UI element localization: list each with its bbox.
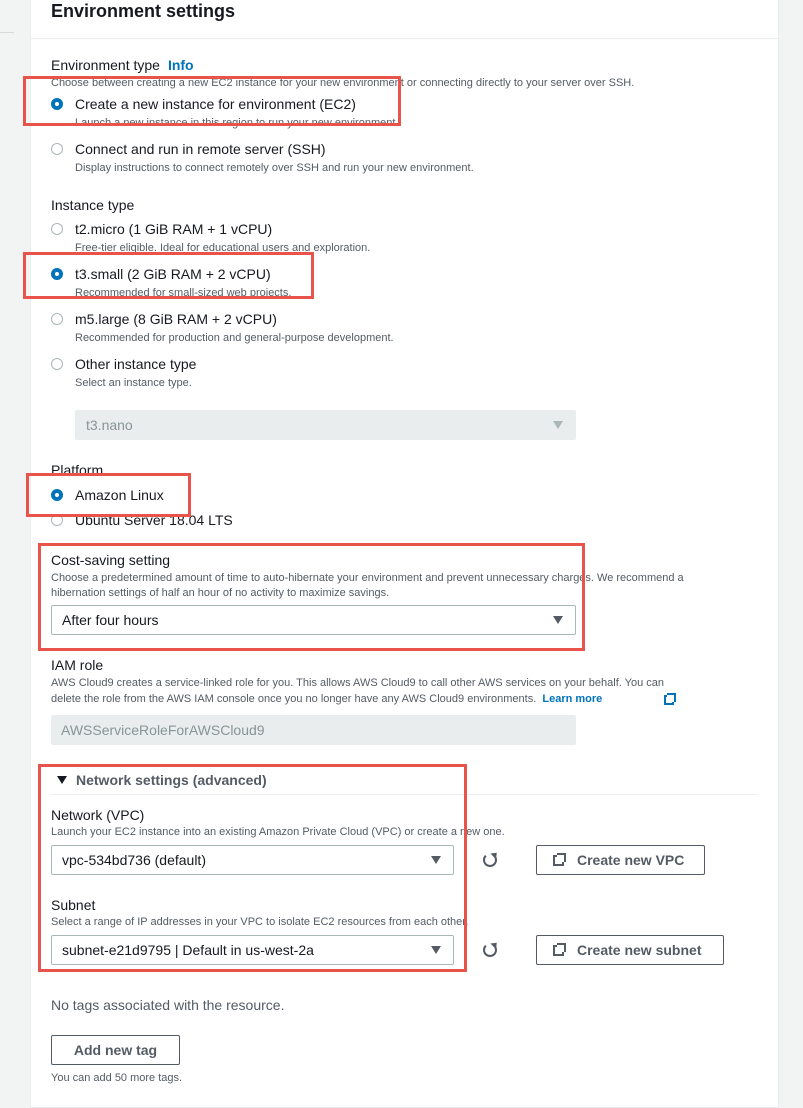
subnet-label: Subnet bbox=[51, 897, 96, 913]
left-divider bbox=[0, 32, 14, 33]
option-other-instance-label[interactable]: Other instance type bbox=[75, 356, 197, 372]
iam-role-description-2-text: delete the role from the AWS IAM console once you no longer have any AWS Cloud9 environments. bbox=[51, 693, 537, 705]
radio-ssh[interactable] bbox=[51, 143, 63, 155]
option-t2-micro-label[interactable]: t2.micro (1 GiB RAM + 1 vCPU) bbox=[75, 221, 273, 237]
option-t2-micro-description: Free-tier eligible. Ideal for educational users and exploration. bbox=[75, 242, 371, 254]
cost-saving-label: Cost-saving setting bbox=[51, 552, 171, 568]
other-instance-select[interactable] bbox=[75, 410, 576, 440]
highlight-box-platform bbox=[26, 473, 191, 517]
radio-t2-micro[interactable] bbox=[51, 223, 63, 235]
vpc-select-value: vpc-534bd736 (default) bbox=[62, 852, 206, 868]
option-t3-small-label[interactable]: t3.small (2 GiB RAM + 2 vCPU) bbox=[75, 266, 271, 282]
cost-saving-select-value: After four hours bbox=[62, 612, 159, 628]
highlight-box-cost-saving bbox=[38, 543, 585, 651]
subnet-description: Select a range of IP addresses in your VPC to isolate EC2 resources from each other. bbox=[51, 916, 469, 928]
iam-role-field: AWSServiceRoleForAWSCloud9 bbox=[51, 715, 576, 745]
iam-role-label: IAM role bbox=[51, 657, 104, 673]
instance-type-label: Instance type bbox=[51, 197, 135, 213]
highlight-box-network bbox=[38, 764, 467, 972]
cost-saving-description-2: hibernation settings of half an hour of no activity to maximize savings. bbox=[51, 587, 390, 599]
create-vpc-label: Create new VPC bbox=[577, 852, 685, 868]
create-subnet-label: Create new subnet bbox=[577, 942, 702, 958]
chevron-down-icon bbox=[553, 421, 563, 429]
environment-type-label-text: Environment type bbox=[51, 57, 160, 73]
tags-empty-text: No tags associated with the resource. bbox=[51, 997, 285, 1013]
highlight-box-ec2 bbox=[23, 76, 401, 126]
option-other-instance-description: Select an instance type. bbox=[75, 377, 192, 389]
radio-m5-large[interactable] bbox=[51, 313, 63, 325]
iam-role-description-2 bbox=[51, 693, 602, 705]
section-title: Environment settings bbox=[51, 1, 236, 21]
option-ssh-label[interactable]: Connect and run in remote server (SSH) bbox=[75, 141, 326, 157]
option-ubuntu-label[interactable]: Ubuntu Server 18.04 LTS bbox=[75, 512, 233, 528]
refresh-vpc-icon[interactable] bbox=[483, 853, 497, 867]
create-vpc-button[interactable] bbox=[536, 845, 705, 875]
option-amazon-linux-label[interactable]: Amazon Linux bbox=[75, 487, 164, 503]
info-link[interactable]: Info bbox=[167, 57, 194, 73]
subnet-select-value: subnet-e21d9795 | Default in us-west-2a bbox=[62, 942, 314, 958]
refresh-subnet-icon[interactable] bbox=[483, 943, 497, 957]
tags-limit-text: You can add 50 more tags. bbox=[51, 1072, 183, 1084]
option-m5-large-label[interactable]: m5.large (8 GiB RAM + 2 vCPU) bbox=[75, 311, 277, 327]
header-divider bbox=[31, 38, 778, 39]
vpc-label: Network (VPC) bbox=[51, 807, 145, 823]
vpc-description: Launch your EC2 instance into an existing Amazon Private Cloud (VPC) or create a new one. bbox=[51, 826, 505, 838]
other-instance-select-value: t3.nano bbox=[86, 417, 133, 433]
iam-role-description-1: AWS Cloud9 creates a service-linked role for you. This allows AWS Cloud9 to call other AWS services on your behalf. You can bbox=[51, 677, 665, 689]
external-link-icon bbox=[553, 855, 564, 866]
learn-more-link[interactable]: Learn more bbox=[542, 693, 603, 705]
radio-other-instance[interactable] bbox=[51, 358, 63, 370]
option-m5-large-description: Recommended for production and general-purpose development. bbox=[75, 332, 394, 344]
environment-type-description: Choose between creating a new EC2 instance for your new environment or connecting directly to your server over SSH. bbox=[51, 77, 635, 89]
option-ec2-description: Launch a new instance in this region to run your new environment. bbox=[75, 117, 399, 129]
option-ec2-label[interactable]: Create a new instance for environment (EC2) bbox=[75, 96, 356, 112]
environment-type-label bbox=[51, 57, 194, 73]
platform-label: Platform bbox=[51, 462, 104, 478]
network-settings-toggle[interactable]: Network settings (advanced) bbox=[76, 772, 267, 788]
add-tag-button[interactable]: Add new tag bbox=[51, 1035, 180, 1065]
cost-saving-description-1: Choose a predetermined amount of time to auto-hibernate your environment and prevent unnecessary charges. We recommend a bbox=[51, 572, 684, 584]
option-ssh-description: Display instructions to connect remotely over SSH and run your new environment. bbox=[75, 162, 474, 174]
create-subnet-button[interactable] bbox=[536, 935, 724, 965]
external-link-icon[interactable] bbox=[664, 695, 674, 705]
highlight-box-t3-small bbox=[23, 252, 314, 299]
option-t3-small-description: Recommended for small-sized web projects. bbox=[75, 287, 292, 299]
external-link-icon bbox=[553, 945, 564, 956]
